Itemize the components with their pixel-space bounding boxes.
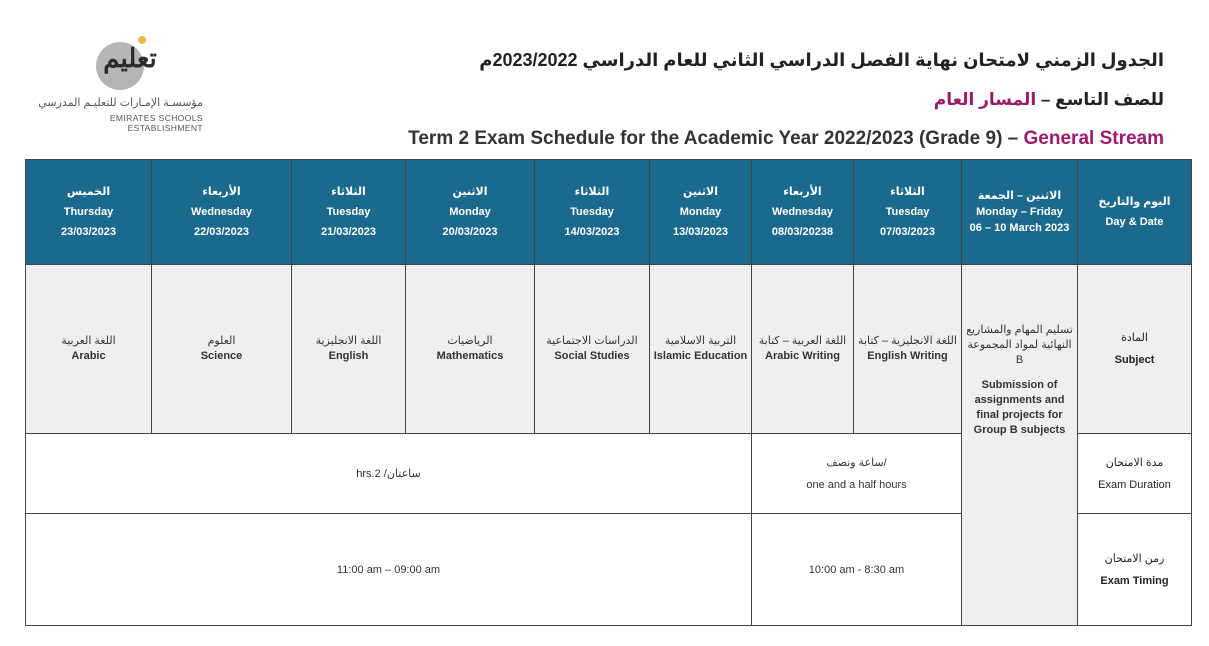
subject-en: English Writing [867,350,948,362]
submission-text-en: Submission of assignments and final projects for Group B subjects [973,378,1066,436]
day-en: Thursday [63,206,114,218]
submission-head-ar: الاثنين – الجمعة [977,190,1062,202]
label-en: Subject [1114,354,1155,366]
day-ar: الأربعاء [783,186,822,198]
day-date: 07/03/2023 [879,226,936,238]
label-en: Exam Timing [1100,574,1169,587]
label-en: Day & Date [1105,216,1164,228]
subject-en: Islamic Education [653,350,748,362]
subject-ar: اللغة الانجليزية – كتابة [858,335,957,347]
subject-cell [650,265,752,434]
label-ar: اليوم والتاريخ [1098,196,1171,208]
subject-ar: الرياضيات [447,335,493,347]
subject-en: Mathematics [436,350,504,362]
timing-short: 10:00 am - 8:30 am [752,514,962,626]
day-header [854,160,962,265]
title-english-prefix: Term 2 Exam Schedule for the Academic Year 2022/2023 (Grade 9) – [408,128,1024,149]
day-en: Wednesday [772,206,833,218]
day-en: Wednesday [191,206,252,218]
label-en: Exam Duration [1098,478,1171,491]
subtitle-arabic [934,90,1164,110]
logo [38,34,208,133]
header-row [26,160,1192,265]
subject-cell [854,265,962,434]
title-arabic: الجدول الزمني لامتحان نهاية الفصل الدراسي الثاني للعام الدراسي 2023/2022م [479,50,1164,70]
subject-en: English [328,350,369,362]
submission-head-en: Monday – Friday [976,206,1063,218]
day-header [152,160,292,265]
day-header [650,160,752,265]
day-date: 13/03/2023 [672,226,729,238]
day-header [292,160,406,265]
timing-label [1078,514,1192,626]
day-en: Tuesday [570,206,614,218]
day-date: 20/03/2023 [442,226,498,238]
subject-ar: التربية الاسلامية [664,335,737,347]
day-ar: الثلاثاء [331,186,366,198]
day-ar: الاثنين [683,186,718,198]
subject-row [26,265,1192,434]
duration-short-ar: ساعة ونصف/ [826,456,887,469]
day-date: 21/03/2023 [320,226,377,238]
title-english [408,128,1164,150]
subject-cell [535,265,650,434]
subject-cell [26,265,152,434]
day-ar: الثلاثاء [890,186,925,198]
duration-short-en: one and a half hours [806,478,907,491]
day-date-label [1078,160,1192,265]
subtitle-arabic-prefix: للصف التاسع – [1036,90,1164,109]
day-ar: الثلاثاء [574,186,610,198]
day-en: Monday [449,206,491,218]
label-ar: مدة الامتحان [1105,456,1164,469]
label-ar: زمن الامتحان [1104,552,1165,565]
submission-header [962,160,1078,265]
duration-short [752,434,962,514]
day-en: Tuesday [326,206,371,218]
subject-cell [292,265,406,434]
subject-en: Science [200,350,243,362]
day-ar: الأربعاء [202,186,241,198]
subject-en: Social Studies [554,350,630,362]
day-date: 14/03/2023 [564,226,620,238]
subject-ar: العلوم [207,335,236,347]
day-date: 08/03/20238 [771,226,834,238]
subject-ar: اللغة العربية – كتابة [758,335,847,347]
subject-en: Arabic [71,350,106,362]
title-english-stream: General Stream [1023,128,1164,149]
submission-cell [962,265,1078,626]
subject-cell [152,265,292,434]
subject-label [1078,265,1192,434]
day-ar: الخميس [66,186,111,198]
day-header [535,160,650,265]
subject-en: Arabic Writing [765,350,840,362]
day-en: Monday [679,206,722,218]
subject-ar: الدراسات الاجتماعية [546,335,638,347]
logo-dot-icon [138,36,146,44]
submission-head-date: 06 – 10 March 2023 [969,222,1070,234]
day-date: 23/03/2023 [60,226,117,238]
duration-label [1078,434,1192,514]
exam-schedule-table [25,159,1192,626]
subject-cell [406,265,535,434]
duration-long: hrs.2 /ساعتان [26,434,752,514]
logo-org-arabic: مؤسسـة الإمـارات للتعليـم المدرسي [38,97,203,109]
logo-wordmark: تعليم [103,44,157,74]
timing-long: 11:00 am – 09:00 am [26,514,752,626]
subtitle-arabic-stream: المسار العام [933,90,1037,109]
subject-ar: اللغة الانجليزية [315,335,382,347]
day-en: Tuesday [885,206,930,218]
subject-cell [752,265,854,434]
submission-text-ar: تسليم المهام والمشاريع النهائية لمواد المجموعة B [966,323,1073,366]
subject-ar: اللغة العربية [61,335,116,347]
day-date: 22/03/2023 [193,226,250,238]
day-header [26,160,152,265]
label-ar: المادة [1121,332,1148,344]
day-ar: الاثنين [452,186,488,198]
logo-org-english: EMIRATES SCHOOLS ESTABLISHMENT [109,113,203,133]
day-header [752,160,854,265]
day-header [406,160,535,265]
